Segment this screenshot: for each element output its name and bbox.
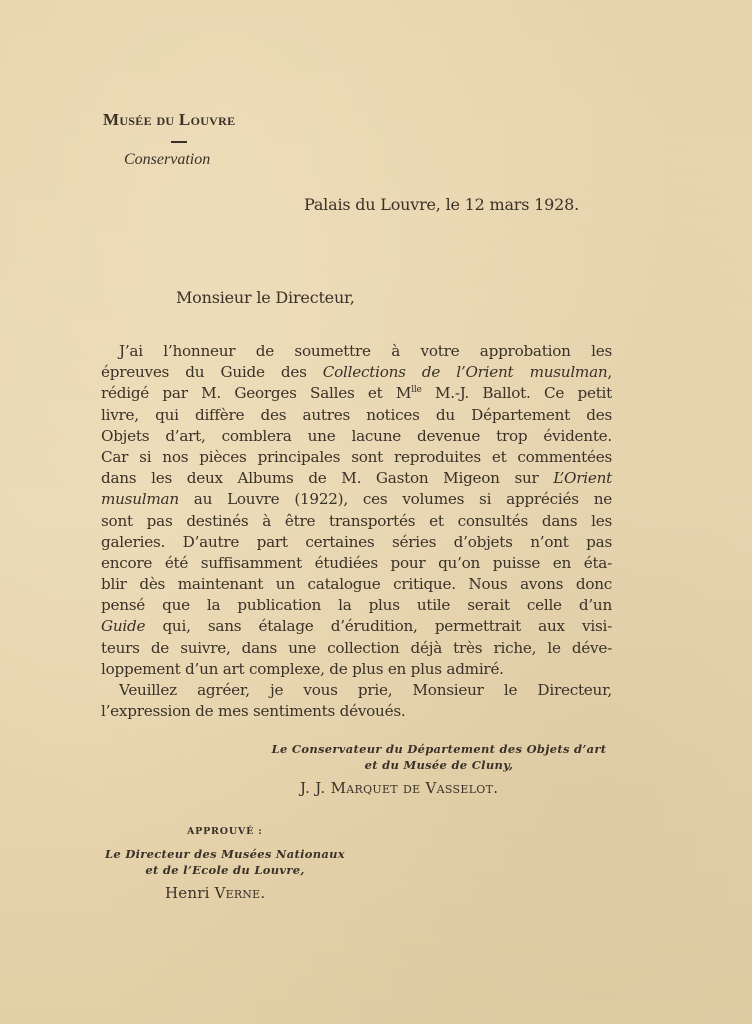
body-line: pensé que la publication la plus utile serait celle d’un (101, 596, 612, 615)
body-line: rédigé par M. Georges Salles et $M^{lle}$ M.-J. Ballot. Ce petit (101, 384, 613, 403)
body-line: livre, qui diffère des autres notices du Département des (101, 405, 612, 424)
approver-name: Henri Verne. (165, 884, 266, 902)
letterhead-institution: Musée du Louvre (103, 110, 236, 129)
signatory-title: Le Conservateur du Département des Objets d’art et du Musée de Cluny, (271, 742, 607, 772)
body-line: Objets d’art, comblera une lacune devenue trop évidente. (101, 426, 612, 445)
body-line: encore été suffisamment étudiées pour qu’on puisse en éta- (101, 553, 612, 572)
body-line: J’ai l’honneur de soumettre à votre approbation les (119, 342, 612, 360)
body-line: teurs de suivre, dans une collection déjà très riche, le déve- (101, 638, 612, 657)
body-line: épreuves du Guide des Collections de l’Orient musulman, (101, 363, 612, 382)
body-line: Veuillez agréer, je vous prie, Monsieur le Directeur, (119, 681, 612, 699)
book-title: L’Orient (553, 469, 612, 488)
letterhead-divider (171, 141, 187, 143)
letterhead-department: Conservation (124, 151, 211, 168)
signatory-name: J. J. Marquet de Vasselot. (300, 779, 499, 797)
body-line: Car si nos pièces principales sont reproduites et commentées (101, 447, 612, 466)
body-line: blir dès maintenant un catalogue critique. Nous avons donc (101, 575, 612, 594)
approver-title: Le Directeur des Musées Nationaux et de l’Ecole du Louvre, (105, 847, 345, 877)
body-line: Guide qui, sans étalage d’érudition, permettrait aux visi- (101, 617, 612, 636)
book-title: Collections de l’Orient musulman (322, 363, 608, 382)
dateline: Palais du Louvre, le 12 mars 1928. (304, 195, 579, 214)
body-line: l’expression de mes sentiments dévoués. (101, 702, 406, 721)
approval-label: APPROUVÉ : (187, 826, 263, 837)
body-line: loppement d’un art complexe, de plus en plus admiré. (101, 659, 504, 678)
body-line: dans les deux Albums de M. Gaston Migeon sur L’Orient (101, 469, 612, 488)
body-line: sont pas destinés à être transportés et consultés dans les (101, 511, 612, 530)
salutation: Monsieur le Directeur, (176, 288, 355, 307)
letter-body (101, 341, 612, 722)
body-line: musulman au Louvre (1922), ces volumes si appréciés ne (101, 490, 612, 509)
book-title: musulman (101, 490, 179, 509)
body-line: galeries. D’autre part certaines séries d’objets n’ont pas (101, 532, 612, 551)
book-title: Guide (101, 617, 146, 636)
